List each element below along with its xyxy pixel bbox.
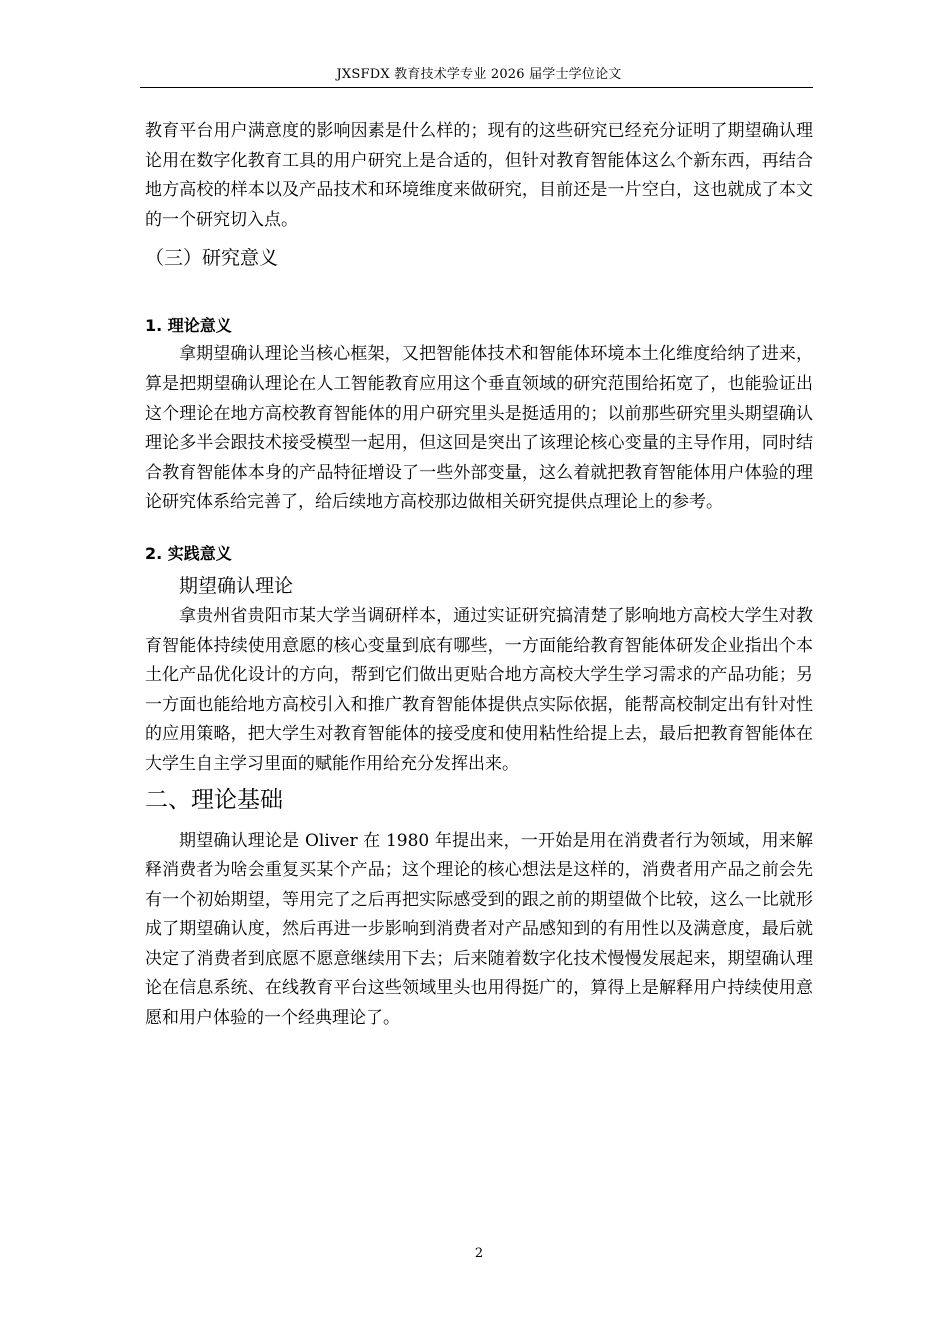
- header-rule: [140, 87, 813, 88]
- theory-basis-paragraph: 期望确认理论是 Oliver 在 1980 年提出来，一开始是用在消费者行为领域，用来解释消费者为啥会重复买某个产品；这个理论的核心想法是这样的，消费者用产品之前会先有一个初始期望，等用完了之后再把实际感受到的跟之前的期望做个比较，这么一比就形成了期望确认度，然后再进一步影响到消费者对产品感知到的有用性以及满意度，最后就决定了消费者到底愿不愿意继续用下去；后来随着数字化技术慢慢发展起来，期望确认理论在信息系统、在线教育平台这些领域里头也用得挺广的，算得上是解释用户持续使用意愿和用户体验的一个经典理论了。: [145, 830, 813, 1029]
- practical-significance-paragraph: 拿贵州省贵阳市某大学当调研样本，通过实证研究搞清楚了影响地方高校大学生对教育智能体持续使用意愿的核心变量到底有哪些，一方面能给教育智能体研发企业指出个本土化产品优化设计的方向，帮到它们做出更贴合地方高校大学生学习需求的产品功能；另一方面也能给地方高校引入和推广教育智能体提供点实际依据，能帮高校制定出有针对性的应用策略，把大学生对教育智能体的接受度和使用粘性给提上去，最后把教育智能体在大学生自主学习里面的赋能作用给充分发挥出来。: [145, 605, 813, 774]
- page-number: 2: [474, 1246, 484, 1261]
- section-heading-research-significance: （三）研究意义: [145, 247, 279, 270]
- subheading-practical-significance: 2. 实践意义: [145, 543, 232, 563]
- running-header: JXSFDX 教育技术学专业 2026 届学士学位论文: [336, 67, 622, 82]
- inline-heading-ect: 期望确认理论: [179, 574, 294, 597]
- subheading-theoretical-significance: 1. 理论意义: [145, 316, 232, 336]
- page-content: [145, 117, 813, 1034]
- theoretical-significance-paragraph: 拿期望确认理论当核心框架，又把智能体技术和智能体环境本土化维度给纳了进来，算是把期望确认理论在人工智能教育应用这个垂直领域的研究范围给拓宽了，也能验证出这个理论在地方高校教育智能体的用户研究里头是挺适用的；以前那些研究里头期望确认理论多半会跟技术接受模型一起用，但这回是突出了该理论核心变量的主导作用，同时结合教育智能体本身的产品特征增设了一些外部变量，这么着就把教育智能体用户体验的理论研究体系给完善了，给后续地方高校那边做相关研究提供点理论上的参考。: [145, 344, 813, 513]
- intro-paragraph: 教育平台用户满意度的影响因素是什么样的；现有的这些研究已经充分证明了期望确认理论用在数字化教育工具的用户研究上是合适的，但针对教育智能体这么个新东西，再结合地方高校的样本以及产品技术和环境维度来做研究，目前还是一片空白，这也就成了本文的一个研究切入点。: [145, 121, 813, 230]
- chapter-heading-theory-basis: 二、理论基础: [145, 786, 283, 813]
